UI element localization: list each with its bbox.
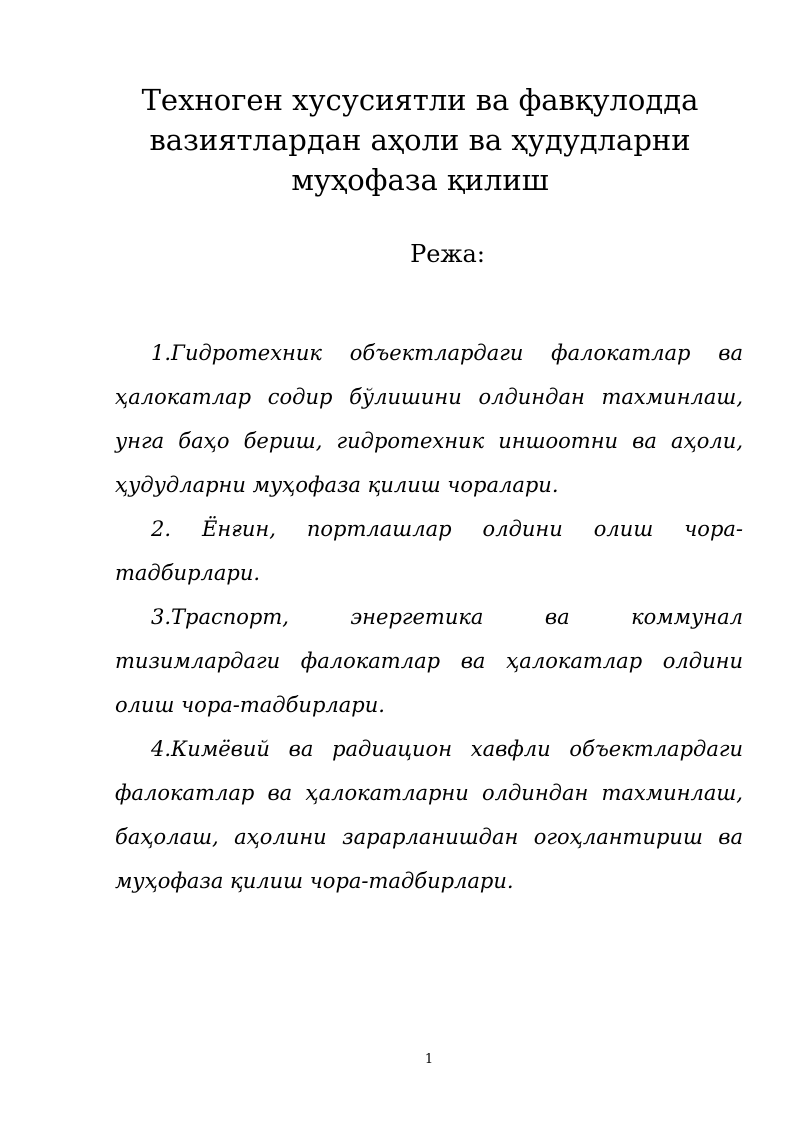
plan-heading: Режа: [410, 240, 485, 268]
page-number: 1 [424, 1052, 434, 1067]
plan-item-1: 1.Гидротехник объектлардаги фалокатлар ва ҳалокатлар содир бўлишини олдиндан тахминлаш, унга баҳо бериш, гидротехник иншоотни ва аҳоли, ҳудудларни муҳофаза қилиш чоралари. [115, 341, 743, 497]
title-line-1: Техноген хусусиятли ва фавқулодда [141, 83, 699, 117]
plan-item-3: 3.Траспорт, энергетика ва коммунал тизимлардаги фалокатлар ва ҳалокатлар олдини олиш чора-тадбирлари. [115, 605, 743, 717]
document-title [110, 80, 730, 200]
title-line-3: муҳофаза қилиш [291, 163, 549, 197]
plan-item-2: 2. Ёнғин, портлашлар олдини олиш чора-тадбирлари. [115, 517, 743, 585]
plan-item-4: 4.Кимёвий ва радиацион хавфли объектлардаги фалокатлар ва ҳалокатларни олдиндан тахминлаш, баҳолаш, аҳолини зарарланишдан огоҳлантириш ва муҳофаза қилиш чора-тадбирлари. [115, 737, 743, 893]
title-line-2: вазиятлардан аҳоли ва ҳудудларни [149, 123, 691, 157]
plan-list [115, 331, 743, 903]
